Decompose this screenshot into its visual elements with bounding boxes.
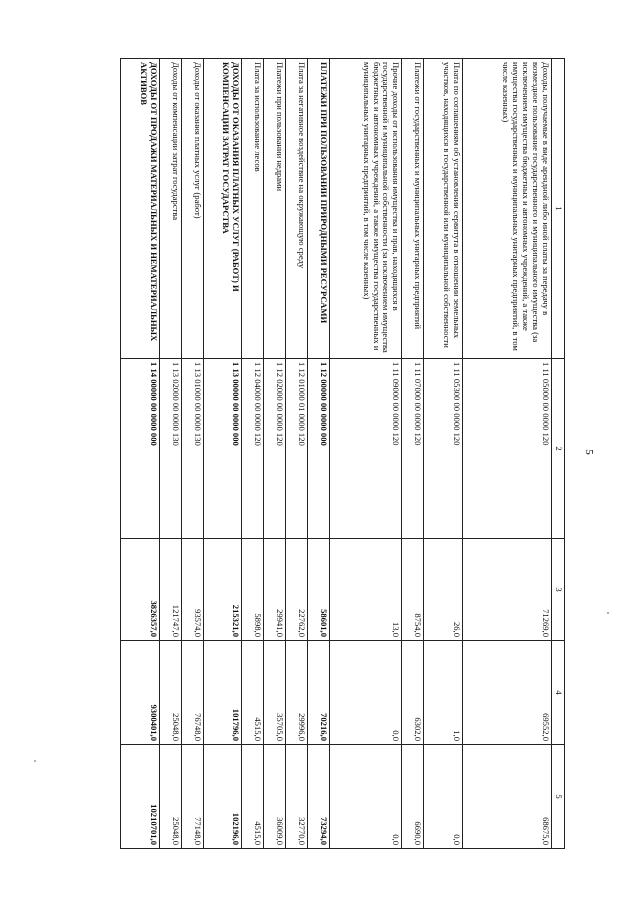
row-name-cell: ДОХОДЫ ОТ ОКАЗАНИЯ ПЛАТНЫХ УСЛУГ (РАБОТ) И КОМПЕНСАЦИИ ЗАТРАТ ГОСУДАРСТВА bbox=[203, 59, 242, 359]
table-row bbox=[308, 59, 330, 849]
value-cell-col5: 77148,0 bbox=[181, 745, 203, 849]
value-cell-col3: 29941,0 bbox=[264, 539, 286, 641]
row-name-cell: ДОХОДЫ ОТ ПРОДАЖИ МАТЕРИАЛЬНЫХ И НЕМАТЕРИАЛЬНЫХ АКТИВОВ bbox=[121, 59, 160, 359]
revenue-table bbox=[120, 58, 565, 849]
value-cell-col3: 8754,0 bbox=[402, 539, 424, 641]
row-code-cell: 1 12 02000 00 0000 120 bbox=[264, 359, 286, 539]
column-header: 1 bbox=[552, 59, 565, 359]
row-name-cell: Прочие доходы от использования имущества и прав, находящихся в государственной и муниципальной собственности (за исключением имущества бюджетных и автономных учреждений, а также имущества государственных и муниципальных унитарных предприятий, в том числе казенных) bbox=[329, 59, 401, 359]
row-code-cell: 1 14 00000 00 0000 000 bbox=[121, 359, 160, 539]
scan-speck bbox=[34, 760, 36, 762]
row-code-cell: 1 13 00000 00 0000 000 bbox=[203, 359, 242, 539]
row-code-cell: 1 13 02000 00 0000 130 bbox=[159, 359, 181, 539]
row-name-cell: Плата за негативное воздействие на окружающую среду bbox=[286, 59, 308, 359]
table-row bbox=[203, 59, 242, 849]
table-row bbox=[264, 59, 286, 849]
value-cell-col3: 3826357,0 bbox=[121, 539, 160, 641]
row-name-cell: Доходы от компенсации затрат государства bbox=[159, 59, 181, 359]
value-cell-col5: 32770,0 bbox=[286, 745, 308, 849]
value-cell-col4: 29996,0 bbox=[286, 641, 308, 745]
table-row bbox=[329, 59, 401, 849]
row-name-cell: Доходы от оказания платных услуг (работ) bbox=[181, 59, 203, 359]
value-cell-col3: 22762,0 bbox=[286, 539, 308, 641]
value-cell-col3: 93574,0 bbox=[181, 539, 203, 641]
table-header-row bbox=[552, 59, 565, 849]
value-cell-col4: 70216,0 bbox=[308, 641, 330, 745]
value-cell-col3: 5898,0 bbox=[242, 539, 264, 641]
column-header: 5 bbox=[552, 745, 565, 849]
row-code-cell: 1 12 01000 01 0000 120 bbox=[286, 359, 308, 539]
value-cell-col4: 6302,0 bbox=[402, 641, 424, 745]
value-cell-col4: 76748,0 bbox=[181, 641, 203, 745]
row-code-cell: 1 11 05000 00 0000 120 bbox=[462, 359, 551, 539]
value-cell-col5: 0,0 bbox=[424, 745, 463, 849]
value-cell-col3: 26,0 bbox=[424, 539, 463, 641]
row-name-cell: Плата за использование лесов bbox=[242, 59, 264, 359]
value-cell-col5: 68675,0 bbox=[462, 745, 551, 849]
row-name-cell: ПЛАТЕЖИ ПРИ ПОЛЬЗОВАНИИ ПРИРОДНЫМИ РЕСУРСАМИ bbox=[308, 59, 330, 359]
row-code-cell: 1 12 00000 00 0000 000 bbox=[308, 359, 330, 539]
value-cell-col5: 73294,0 bbox=[308, 745, 330, 849]
table-row bbox=[462, 59, 551, 849]
value-cell-col4: 101796,0 bbox=[203, 641, 242, 745]
row-name-cell: Платежи при пользовании недрами bbox=[264, 59, 286, 359]
value-cell-col5: 25048,0 bbox=[159, 745, 181, 849]
value-cell-col5: 10210701,0 bbox=[121, 745, 160, 849]
page-number: 5 bbox=[582, 449, 595, 455]
row-code-cell: 1 12 04000 00 0000 120 bbox=[242, 359, 264, 539]
value-cell-col5: 36009,0 bbox=[264, 745, 286, 849]
table-row bbox=[181, 59, 203, 849]
value-cell-col4: 1,0 bbox=[424, 641, 463, 745]
column-header: 3 bbox=[552, 539, 565, 641]
value-cell-col3: 13,0 bbox=[329, 539, 401, 641]
scan-speck bbox=[607, 612, 609, 614]
table-row bbox=[286, 59, 308, 849]
value-cell-col4: 4515,0 bbox=[242, 641, 264, 745]
value-cell-col4: 35705,0 bbox=[264, 641, 286, 745]
table-row bbox=[159, 59, 181, 849]
rotated-table-wrapper bbox=[120, 58, 565, 848]
table-row bbox=[121, 59, 160, 849]
value-cell-col3: 121747,0 bbox=[159, 539, 181, 641]
value-cell-col4: 69552,0 bbox=[462, 641, 551, 745]
value-cell-col5: 4515,0 bbox=[242, 745, 264, 849]
value-cell-col4: 0,0 bbox=[329, 641, 401, 745]
row-name-cell: Доходы, получаемые в виде арендной либо иной платы за передачу в возмездное пользование государственного и муниципального имущества (за исключением имущества бюджетных и автономных учреждений, а также имущества государственных и муниципальных унитарных предприятий, в том числе казенных) bbox=[462, 59, 551, 359]
table-row bbox=[424, 59, 463, 849]
value-cell-col3: 215321,0 bbox=[203, 539, 242, 641]
value-cell-col5: 0,0 bbox=[329, 745, 401, 849]
row-name-cell: Плата по соглашениям об установлении сервитута в отношении земельных участков, находящихся в государственной или муниципальной собственности bbox=[424, 59, 463, 359]
value-cell-col5: 6690,0 bbox=[402, 745, 424, 849]
table-row bbox=[402, 59, 424, 849]
value-cell-col4: 9300401,0 bbox=[121, 641, 160, 745]
table-row bbox=[242, 59, 264, 849]
value-cell-col3: 71269,0 bbox=[462, 539, 551, 641]
column-header: 4 bbox=[552, 641, 565, 745]
row-code-cell: 1 11 09000 00 0000 120 bbox=[329, 359, 401, 539]
row-code-cell: 1 11 07000 00 0000 120 bbox=[402, 359, 424, 539]
row-name-cell: Платежи от государственных и муниципальных унитарных предприятий bbox=[402, 59, 424, 359]
value-cell-col4: 25048,0 bbox=[159, 641, 181, 745]
row-code-cell: 1 13 01000 00 0000 130 bbox=[181, 359, 203, 539]
value-cell-col5: 102196,0 bbox=[203, 745, 242, 849]
value-cell-col3: 58601,0 bbox=[308, 539, 330, 641]
row-code-cell: 1 11 05300 00 0000 120 bbox=[424, 359, 463, 539]
column-header: 2 bbox=[552, 359, 565, 539]
